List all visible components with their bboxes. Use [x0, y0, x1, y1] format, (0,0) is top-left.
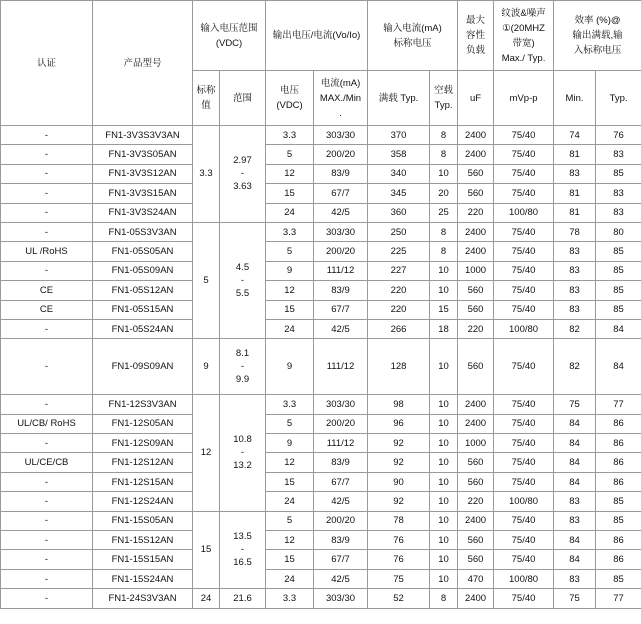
- header-max-cap-load: 最大 容性 负载: [458, 1, 494, 71]
- model-cell: FN1-15S12AN: [93, 531, 193, 550]
- cap-cell: 2400: [458, 242, 494, 261]
- iout-cell: 67/7: [314, 184, 368, 203]
- cap-cell: 220: [458, 203, 494, 222]
- eff-min-cell: 74: [554, 126, 596, 145]
- nominal-voltage-cell: 24: [193, 589, 220, 608]
- vout-cell: 24: [266, 492, 314, 511]
- iout-cell: 42/5: [314, 203, 368, 222]
- iout-cell: 200/20: [314, 511, 368, 530]
- eff-typ-cell: 86: [596, 414, 641, 433]
- cap-cell: 2400: [458, 395, 494, 414]
- iout-cell: 200/20: [314, 414, 368, 433]
- model-cell: FN1-12S05AN: [93, 414, 193, 433]
- iout-cell: 67/7: [314, 300, 368, 319]
- cert-cell: -: [1, 472, 93, 491]
- header-row-1: [1, 1, 641, 71]
- iout-cell: 200/20: [314, 145, 368, 164]
- full-load-cell: 96: [368, 414, 430, 433]
- vout-cell: 15: [266, 184, 314, 203]
- iout-cell: 67/7: [314, 550, 368, 569]
- eff-typ-cell: 76: [596, 126, 641, 145]
- model-cell: FN1-3V3S3V3AN: [93, 126, 193, 145]
- header-current-ma: 电流(mA) MAX./Min .: [314, 71, 368, 126]
- eff-min-cell: 75: [554, 589, 596, 608]
- cap-cell: 560: [458, 339, 494, 395]
- iout-cell: 111/12: [314, 434, 368, 453]
- vout-cell: 15: [266, 550, 314, 569]
- eff-typ-cell: 83: [596, 184, 641, 203]
- full-load-cell: 75: [368, 569, 430, 588]
- model-cell: FN1-12S24AN: [93, 492, 193, 511]
- full-load-cell: 78: [368, 511, 430, 530]
- full-load-cell: 225: [368, 242, 430, 261]
- eff-typ-cell: 86: [596, 550, 641, 569]
- model-cell: FN1-3V3S05AN: [93, 145, 193, 164]
- ripple-cell: 100/80: [494, 203, 554, 222]
- eff-typ-cell: 83: [596, 145, 641, 164]
- model-cell: FN1-3V3S12AN: [93, 164, 193, 183]
- full-load-cell: 92: [368, 492, 430, 511]
- eff-typ-cell: 85: [596, 242, 641, 261]
- table-row: [1, 492, 641, 511]
- eff-min-cell: 75: [554, 395, 596, 414]
- eff-min-cell: 81: [554, 184, 596, 203]
- no-load-cell: 10: [430, 261, 458, 280]
- cap-cell: 2400: [458, 126, 494, 145]
- ripple-cell: 75/40: [494, 589, 554, 608]
- nominal-voltage-cell: 3.3: [193, 126, 220, 223]
- ripple-cell: 100/80: [494, 569, 554, 588]
- iout-cell: 42/5: [314, 319, 368, 338]
- nominal-voltage-cell: 12: [193, 395, 220, 511]
- eff-typ-cell: 86: [596, 472, 641, 491]
- cert-cell: -: [1, 319, 93, 338]
- header-cert: 认证: [1, 1, 93, 126]
- voltage-range-cell: 2.97 - 3.63: [220, 126, 266, 223]
- cert-cell: -: [1, 531, 93, 550]
- voltage-range-cell: 10.8 - 13.2: [220, 395, 266, 511]
- eff-typ-cell: 80: [596, 222, 641, 241]
- no-load-cell: 10: [430, 492, 458, 511]
- no-load-cell: 10: [430, 281, 458, 300]
- full-load-cell: 220: [368, 281, 430, 300]
- ripple-cell: 75/40: [494, 434, 554, 453]
- full-load-cell: 90: [368, 472, 430, 491]
- header-range: 范围: [220, 71, 266, 126]
- model-cell: FN1-15S05AN: [93, 511, 193, 530]
- model-cell: FN1-05S3V3AN: [93, 222, 193, 241]
- table-row: [1, 164, 641, 183]
- vout-cell: 3.3: [266, 395, 314, 414]
- cap-cell: 2400: [458, 511, 494, 530]
- table-row: [1, 453, 641, 472]
- header-voltage-vdc: 电压 (VDC): [266, 71, 314, 126]
- cap-cell: 220: [458, 319, 494, 338]
- full-load-cell: 227: [368, 261, 430, 280]
- iout-cell: 83/9: [314, 164, 368, 183]
- voltage-range-cell: 21.6: [220, 589, 266, 608]
- cert-cell: -: [1, 261, 93, 280]
- vout-cell: 5: [266, 145, 314, 164]
- no-load-cell: 10: [430, 550, 458, 569]
- cap-cell: 560: [458, 300, 494, 319]
- full-load-cell: 250: [368, 222, 430, 241]
- eff-typ-cell: 85: [596, 492, 641, 511]
- no-load-cell: 8: [430, 589, 458, 608]
- full-load-cell: 52: [368, 589, 430, 608]
- full-load-cell: 92: [368, 453, 430, 472]
- eff-typ-cell: 85: [596, 511, 641, 530]
- table-row: [1, 531, 641, 550]
- vout-cell: 3.3: [266, 126, 314, 145]
- ripple-cell: 75/40: [494, 184, 554, 203]
- iout-cell: 200/20: [314, 242, 368, 261]
- model-cell: FN1-05S24AN: [93, 319, 193, 338]
- eff-typ-cell: 84: [596, 339, 641, 395]
- cert-cell: -: [1, 434, 93, 453]
- eff-min-cell: 82: [554, 319, 596, 338]
- cert-cell: -: [1, 164, 93, 183]
- vout-cell: 5: [266, 511, 314, 530]
- cap-cell: 560: [458, 531, 494, 550]
- cap-cell: 560: [458, 184, 494, 203]
- model-cell: FN1-15S15AN: [93, 550, 193, 569]
- eff-min-cell: 83: [554, 300, 596, 319]
- vout-cell: 15: [266, 300, 314, 319]
- eff-typ-cell: 85: [596, 164, 641, 183]
- eff-min-cell: 84: [554, 434, 596, 453]
- cert-cell: -: [1, 395, 93, 414]
- ripple-cell: 75/40: [494, 531, 554, 550]
- iout-cell: 67/7: [314, 472, 368, 491]
- table-row: [1, 472, 641, 491]
- no-load-cell: 10: [430, 453, 458, 472]
- ripple-cell: 75/40: [494, 242, 554, 261]
- cert-cell: CE: [1, 300, 93, 319]
- iout-cell: 83/9: [314, 531, 368, 550]
- iout-cell: 303/30: [314, 126, 368, 145]
- ripple-cell: 75/40: [494, 395, 554, 414]
- table-row: [1, 339, 641, 395]
- iout-cell: 83/9: [314, 281, 368, 300]
- full-load-cell: 358: [368, 145, 430, 164]
- header-efficiency: 效率 (%)@ 输出满载,输 入标称电压: [554, 1, 641, 71]
- table-row: [1, 319, 641, 338]
- model-cell: FN1-12S12AN: [93, 453, 193, 472]
- header-input-current: 输入电流(mA) 标称电压: [368, 1, 458, 71]
- iout-cell: 111/12: [314, 339, 368, 395]
- header-mvpp: mVp-p: [494, 71, 554, 126]
- cert-cell: -: [1, 126, 93, 145]
- cap-cell: 2400: [458, 145, 494, 164]
- vout-cell: 5: [266, 414, 314, 433]
- no-load-cell: 10: [430, 472, 458, 491]
- eff-typ-cell: 77: [596, 395, 641, 414]
- eff-min-cell: 78: [554, 222, 596, 241]
- eff-typ-cell: 86: [596, 434, 641, 453]
- cert-cell: CE: [1, 281, 93, 300]
- cert-cell: -: [1, 203, 93, 222]
- no-load-cell: 8: [430, 145, 458, 164]
- iout-cell: 303/30: [314, 589, 368, 608]
- eff-typ-cell: 77: [596, 589, 641, 608]
- nominal-voltage-cell: 9: [193, 339, 220, 395]
- eff-min-cell: 83: [554, 492, 596, 511]
- cap-cell: 2400: [458, 414, 494, 433]
- full-load-cell: 340: [368, 164, 430, 183]
- eff-min-cell: 83: [554, 569, 596, 588]
- ripple-cell: 75/40: [494, 300, 554, 319]
- vout-cell: 24: [266, 569, 314, 588]
- no-load-cell: 15: [430, 300, 458, 319]
- eff-min-cell: 81: [554, 203, 596, 222]
- cert-cell: UL /RoHS: [1, 242, 93, 261]
- iout-cell: 111/12: [314, 261, 368, 280]
- eff-min-cell: 83: [554, 261, 596, 280]
- no-load-cell: 18: [430, 319, 458, 338]
- no-load-cell: 10: [430, 395, 458, 414]
- model-cell: FN1-05S12AN: [93, 281, 193, 300]
- cap-cell: 2400: [458, 589, 494, 608]
- cap-cell: 470: [458, 569, 494, 588]
- iout-cell: 83/9: [314, 453, 368, 472]
- vout-cell: 24: [266, 203, 314, 222]
- header-output-vi: 输出电压/电流(Vo/Io): [266, 1, 368, 71]
- table-row: [1, 414, 641, 433]
- eff-typ-cell: 85: [596, 569, 641, 588]
- table-row: [1, 550, 641, 569]
- eff-typ-cell: 85: [596, 261, 641, 280]
- iout-cell: 303/30: [314, 222, 368, 241]
- full-load-cell: 92: [368, 434, 430, 453]
- eff-typ-cell: 85: [596, 281, 641, 300]
- header-model: 产品型号: [93, 1, 193, 126]
- full-load-cell: 266: [368, 319, 430, 338]
- cap-cell: 560: [458, 550, 494, 569]
- ripple-cell: 75/40: [494, 261, 554, 280]
- ripple-cell: 75/40: [494, 281, 554, 300]
- vout-cell: 3.3: [266, 222, 314, 241]
- no-load-cell: 8: [430, 222, 458, 241]
- table-row: [1, 395, 641, 414]
- model-cell: FN1-12S3V3AN: [93, 395, 193, 414]
- header-ripple-noise: 纹波&噪声 ①(20MHZ 带宽) Max./ Typ.: [494, 1, 554, 71]
- cert-cell: -: [1, 222, 93, 241]
- ripple-cell: 100/80: [494, 319, 554, 338]
- eff-typ-cell: 86: [596, 531, 641, 550]
- full-load-cell: 360: [368, 203, 430, 222]
- ripple-cell: 75/40: [494, 453, 554, 472]
- cap-cell: 1000: [458, 261, 494, 280]
- table-row: [1, 569, 641, 588]
- iout-cell: 42/5: [314, 569, 368, 588]
- eff-min-cell: 83: [554, 164, 596, 183]
- header-nominal: 标称 值: [193, 71, 220, 126]
- cap-cell: 1000: [458, 434, 494, 453]
- ripple-cell: 75/40: [494, 339, 554, 395]
- cap-cell: 560: [458, 472, 494, 491]
- header-min: Min.: [554, 71, 596, 126]
- ripple-cell: 100/80: [494, 492, 554, 511]
- model-cell: FN1-24S3V3AN: [93, 589, 193, 608]
- model-cell: FN1-3V3S24AN: [93, 203, 193, 222]
- header-full-load-typ: 满载 Typ.: [368, 71, 430, 126]
- ripple-cell: 75/40: [494, 414, 554, 433]
- ripple-cell: 75/40: [494, 126, 554, 145]
- no-load-cell: 10: [430, 511, 458, 530]
- no-load-cell: 8: [430, 126, 458, 145]
- no-load-cell: 25: [430, 203, 458, 222]
- vout-cell: 5: [266, 242, 314, 261]
- voltage-range-cell: 4.5 - 5.5: [220, 222, 266, 338]
- vout-cell: 9: [266, 434, 314, 453]
- eff-typ-cell: 84: [596, 319, 641, 338]
- ripple-cell: 75/40: [494, 550, 554, 569]
- cert-cell: -: [1, 511, 93, 530]
- table-row: [1, 203, 641, 222]
- eff-min-cell: 84: [554, 531, 596, 550]
- no-load-cell: 10: [430, 339, 458, 395]
- eff-min-cell: 84: [554, 550, 596, 569]
- eff-min-cell: 84: [554, 414, 596, 433]
- header-no-load-typ: 空载 Typ.: [430, 71, 458, 126]
- full-load-cell: 370: [368, 126, 430, 145]
- cap-cell: 560: [458, 453, 494, 472]
- table-row: [1, 300, 641, 319]
- eff-typ-cell: 86: [596, 453, 641, 472]
- header-input-voltage: 输入电压范围 (VDC): [193, 1, 266, 71]
- no-load-cell: 10: [430, 164, 458, 183]
- ripple-cell: 75/40: [494, 222, 554, 241]
- table-row: [1, 281, 641, 300]
- cap-cell: 560: [458, 164, 494, 183]
- ripple-cell: 75/40: [494, 164, 554, 183]
- vout-cell: 9: [266, 261, 314, 280]
- no-load-cell: 8: [430, 242, 458, 261]
- full-load-cell: 98: [368, 395, 430, 414]
- nominal-voltage-cell: 5: [193, 222, 220, 338]
- cert-cell: -: [1, 569, 93, 588]
- no-load-cell: 10: [430, 531, 458, 550]
- cert-cell: -: [1, 550, 93, 569]
- full-load-cell: 76: [368, 550, 430, 569]
- table-row: [1, 242, 641, 261]
- vout-cell: 24: [266, 319, 314, 338]
- vout-cell: 3.3: [266, 589, 314, 608]
- table-row: [1, 184, 641, 203]
- ripple-cell: 75/40: [494, 511, 554, 530]
- full-load-cell: 76: [368, 531, 430, 550]
- cert-cell: -: [1, 184, 93, 203]
- cert-cell: UL/CE/CB: [1, 453, 93, 472]
- model-cell: FN1-3V3S15AN: [93, 184, 193, 203]
- eff-min-cell: 84: [554, 453, 596, 472]
- iout-cell: 303/30: [314, 395, 368, 414]
- no-load-cell: 10: [430, 434, 458, 453]
- eff-min-cell: 84: [554, 472, 596, 491]
- table-row: [1, 222, 641, 241]
- vout-cell: 9: [266, 339, 314, 395]
- vout-cell: 12: [266, 281, 314, 300]
- cap-cell: 560: [458, 281, 494, 300]
- header-typ: Typ.: [596, 71, 641, 126]
- full-load-cell: 345: [368, 184, 430, 203]
- eff-min-cell: 83: [554, 281, 596, 300]
- voltage-range-cell: 13.5 - 16.5: [220, 511, 266, 589]
- cap-cell: 220: [458, 492, 494, 511]
- cap-cell: 2400: [458, 222, 494, 241]
- eff-min-cell: 83: [554, 242, 596, 261]
- cert-cell: UL/CB/ RoHS: [1, 414, 93, 433]
- table-row: [1, 511, 641, 530]
- eff-typ-cell: 85: [596, 300, 641, 319]
- model-cell: FN1-09S09AN: [93, 339, 193, 395]
- nominal-voltage-cell: 15: [193, 511, 220, 589]
- table-row: [1, 126, 641, 145]
- eff-min-cell: 83: [554, 511, 596, 530]
- no-load-cell: 20: [430, 184, 458, 203]
- table-row: [1, 145, 641, 164]
- vout-cell: 15: [266, 472, 314, 491]
- vout-cell: 12: [266, 453, 314, 472]
- no-load-cell: 10: [430, 414, 458, 433]
- vout-cell: 12: [266, 531, 314, 550]
- full-load-cell: 220: [368, 300, 430, 319]
- no-load-cell: 10: [430, 569, 458, 588]
- ripple-cell: 75/40: [494, 472, 554, 491]
- eff-typ-cell: 83: [596, 203, 641, 222]
- eff-min-cell: 82: [554, 339, 596, 395]
- model-cell: FN1-12S15AN: [93, 472, 193, 491]
- cert-cell: -: [1, 339, 93, 395]
- cert-cell: -: [1, 145, 93, 164]
- table-row: [1, 589, 641, 608]
- vout-cell: 12: [266, 164, 314, 183]
- model-cell: FN1-05S15AN: [93, 300, 193, 319]
- iout-cell: 42/5: [314, 492, 368, 511]
- model-cell: FN1-15S24AN: [93, 569, 193, 588]
- cert-cell: -: [1, 492, 93, 511]
- table-row: [1, 434, 641, 453]
- ripple-cell: 75/40: [494, 145, 554, 164]
- full-load-cell: 128: [368, 339, 430, 395]
- model-cell: FN1-12S09AN: [93, 434, 193, 453]
- model-cell: FN1-05S05AN: [93, 242, 193, 261]
- voltage-range-cell: 8.1 - 9.9: [220, 339, 266, 395]
- model-cell: FN1-05S09AN: [93, 261, 193, 280]
- header-uf: uF: [458, 71, 494, 126]
- eff-min-cell: 81: [554, 145, 596, 164]
- cert-cell: -: [1, 589, 93, 608]
- table-row: [1, 261, 641, 280]
